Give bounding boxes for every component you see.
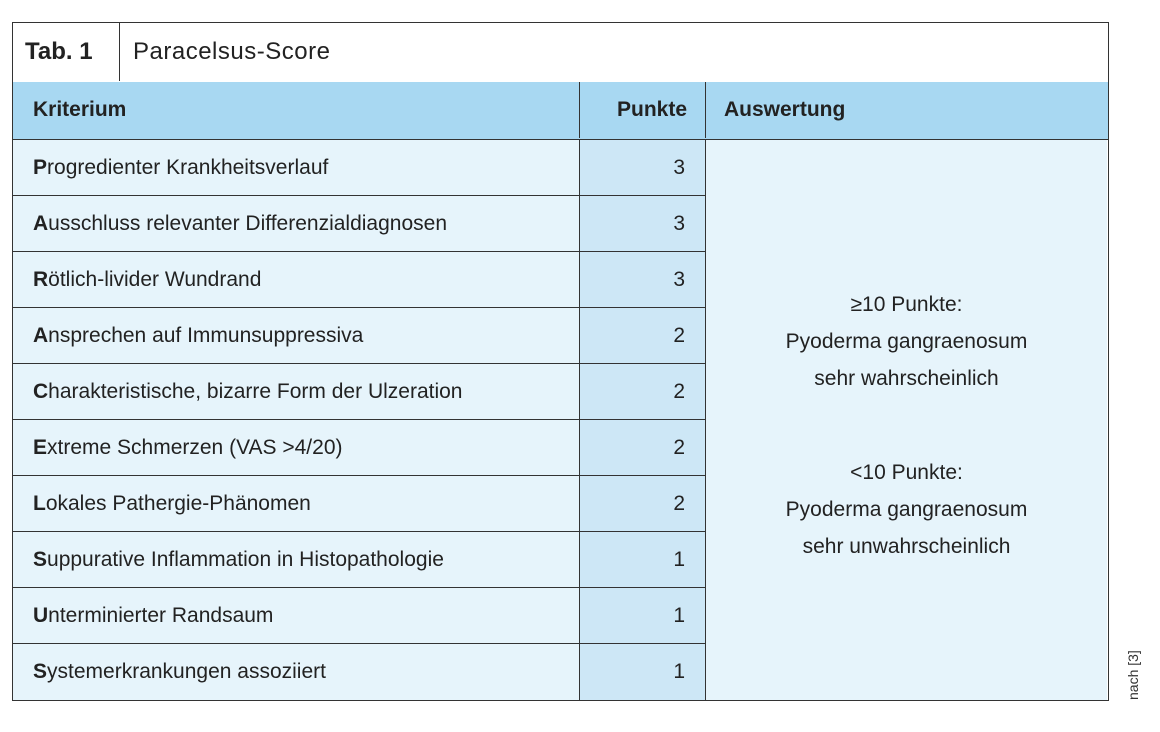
table-row [13, 196, 706, 252]
points-cell: 2 [580, 308, 706, 363]
criterion-cell [13, 420, 580, 475]
evaluation-low [706, 454, 1107, 565]
evaluation-high-threshold: ≥10 Punkte: [850, 292, 963, 316]
criterion-cell [13, 364, 580, 419]
criterion-initial: P [33, 155, 48, 179]
table-row [13, 644, 706, 700]
table-body [13, 140, 1108, 700]
evaluation-high [706, 286, 1107, 397]
criterion-cell [13, 476, 580, 531]
criterion-cell [13, 252, 580, 307]
criterion-cell [13, 644, 580, 700]
table-row [13, 476, 706, 532]
criterion-text: nterminierter Randsaum [48, 603, 274, 627]
criterion-text: nsprechen auf Immunsuppressiva [48, 323, 364, 347]
table-row [13, 308, 706, 364]
header-auswertung: Auswertung [724, 97, 846, 121]
criterion-cell [13, 196, 580, 251]
criterion-text: ystemerkrankungen assoziiert [47, 659, 326, 683]
criterion-text: usschluss relevanter Differenzialdiagnosen [48, 211, 448, 235]
points-cell: 3 [580, 252, 706, 307]
table-row [13, 588, 706, 644]
points-cell: 3 [580, 140, 706, 195]
criterion-initial: U [33, 603, 49, 627]
points-cell: 1 [580, 644, 706, 700]
evaluation-low-likelihood: sehr unwahrscheinlich [802, 534, 1011, 558]
criterion-initial: L [33, 491, 46, 515]
criterion-initial: S [33, 659, 48, 683]
criterion-initial: S [33, 547, 48, 571]
criterion-text: rogredienter Krankheitsverlauf [47, 155, 329, 179]
points-cell: 2 [580, 420, 706, 475]
points-cell: 1 [580, 588, 706, 643]
criterion-text: uppurative Inflammation in Histopathologie [47, 547, 444, 571]
evaluation-low-threshold: <10 Punkte: [850, 460, 963, 484]
criterion-initial: A [33, 323, 49, 347]
evaluation-high-diagnosis: Pyoderma gangraenosum [785, 329, 1028, 353]
table-title: Paracelsus-Score [133, 38, 331, 65]
table-row [13, 420, 706, 476]
table-row [13, 364, 706, 420]
table-row [13, 252, 706, 308]
table-number: Tab. 1 [13, 23, 120, 81]
criterion-text: harakteristische, bizarre Form der Ulzeration [48, 379, 463, 403]
points-cell: 2 [580, 476, 706, 531]
criterion-cell [13, 308, 580, 363]
source-note: nach [3] [1125, 650, 1141, 700]
evaluation-low-diagnosis: Pyoderma gangraenosum [785, 497, 1028, 521]
table-header-row [13, 82, 1108, 140]
criterion-text: ötlich-livider Wundrand [48, 267, 262, 291]
points-cell: 3 [580, 196, 706, 251]
criterion-cell [13, 140, 580, 195]
criterion-cell [13, 532, 580, 587]
criterion-cell [13, 588, 580, 643]
table-title-row [13, 23, 1108, 83]
evaluation-high-likelihood: sehr wahrscheinlich [814, 366, 999, 390]
points-cell: 1 [580, 532, 706, 587]
header-kriterium: Kriterium [13, 82, 580, 138]
criterion-initial: R [33, 267, 49, 291]
criterion-text: okales Pathergie-Phänomen [45, 491, 311, 515]
points-cell: 2 [580, 364, 706, 419]
criterion-initial: C [33, 379, 49, 403]
table-row [13, 532, 706, 588]
criterion-text: xtreme Schmerzen (VAS >4/20) [47, 435, 343, 459]
criterion-initial: A [33, 211, 49, 235]
criterion-initial: E [33, 435, 48, 459]
evaluation-cell [706, 140, 1107, 700]
header-punkte: Punkte [580, 82, 706, 138]
table-row [13, 140, 706, 196]
paracelsus-score-table [12, 22, 1109, 701]
